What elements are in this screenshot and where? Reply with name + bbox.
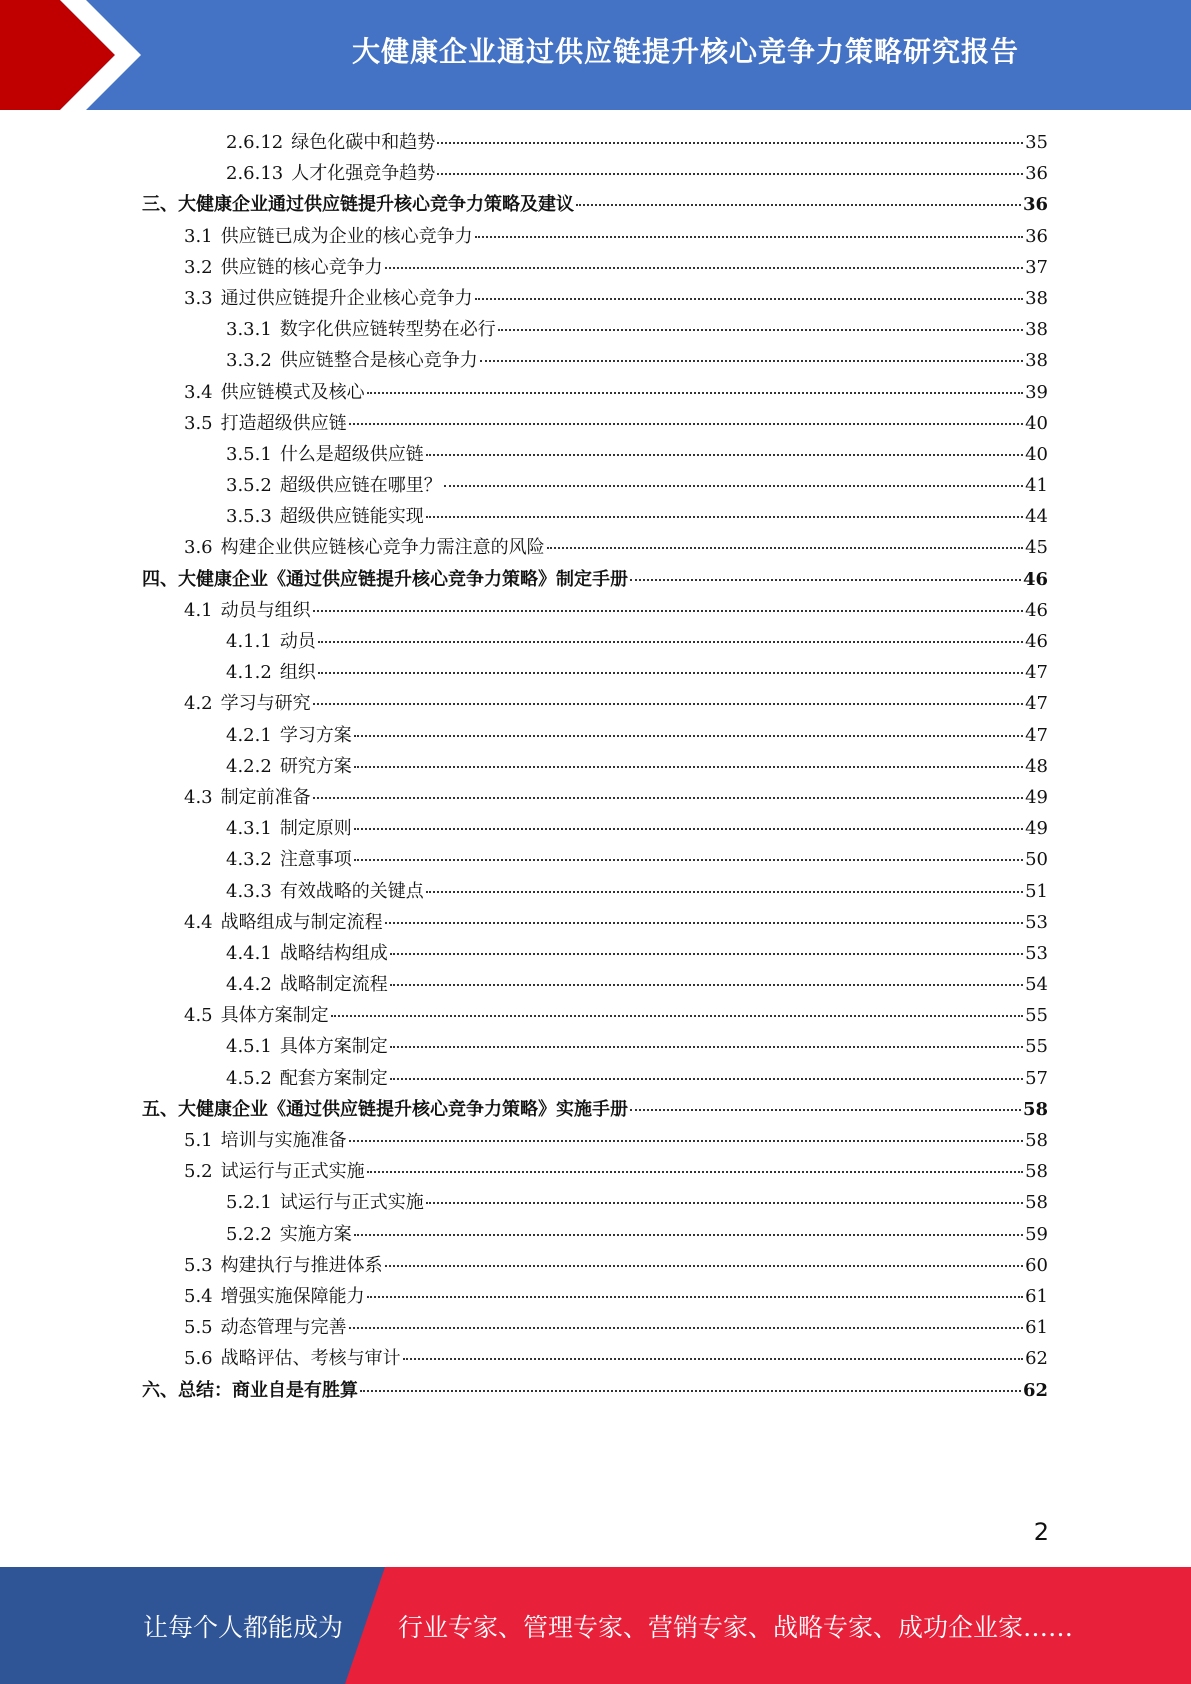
toc-entry-page: 47 — [1025, 662, 1048, 684]
page-number: 2 — [1033, 1518, 1049, 1546]
toc-entry-page: 39 — [1025, 381, 1048, 403]
toc-entry-page: 47 — [1025, 693, 1048, 715]
toc-entry-title: 数字化供应链转型势在必行 — [279, 319, 496, 341]
toc-entry-number: 3.6 — [184, 537, 213, 559]
toc-entry[interactable] — [142, 1376, 1048, 1407]
toc-entry-number: 4.5.2 — [226, 1067, 272, 1089]
toc-entry-number: 5.4 — [184, 1285, 213, 1307]
toc-entry[interactable] — [142, 471, 1048, 502]
toc-entry-title: 构建企业供应链核心竞争力需注意的风险 — [220, 537, 545, 559]
toc-entry-page: 46 — [1025, 631, 1048, 652]
toc-dot-leader — [367, 1296, 1023, 1298]
toc-entry-number: 4.4 — [184, 911, 213, 933]
toc-entry[interactable] — [142, 1157, 1048, 1188]
toc-dot-leader — [385, 1265, 1023, 1267]
toc-entry-page: 62 — [1025, 1348, 1048, 1370]
toc-entry-page: 48 — [1025, 755, 1048, 777]
toc-entry-page: 58 — [1022, 1098, 1048, 1120]
toc-entry[interactable] — [142, 1313, 1048, 1344]
toc-entry[interactable] — [142, 1220, 1048, 1251]
toc-entry-page: 58 — [1025, 1161, 1048, 1183]
toc-dot-leader — [313, 797, 1023, 799]
toc-entry-number: 4.3 — [184, 786, 213, 808]
toc-entry-number: 4.1.2 — [226, 662, 272, 684]
toc-entry-title: 五、大健康企业《通过供应链提升核心竞争力策略》实施手册 — [142, 1098, 628, 1120]
toc-entry[interactable] — [142, 502, 1048, 533]
toc-entry-title: 动员与组织 — [220, 599, 311, 621]
toc-entry-number: 3.1 — [184, 225, 213, 247]
toc-entry[interactable] — [142, 689, 1048, 720]
toc-entry-number: 3.5.2 — [226, 475, 272, 497]
toc-entry[interactable] — [142, 814, 1048, 845]
toc-entry-number: 4.4.2 — [226, 974, 272, 996]
toc-dot-leader — [480, 360, 1023, 362]
toc-entry-title: 什么是超级供应链 — [279, 443, 424, 465]
toc-entry-page: 49 — [1025, 818, 1048, 840]
toc-entry-number: 4.4.1 — [226, 942, 272, 964]
toc-entry-title: 供应链已成为企业的核心竞争力 — [220, 225, 473, 247]
toc-entry[interactable] — [142, 1251, 1048, 1282]
toc-entry[interactable] — [142, 440, 1048, 471]
toc-entry[interactable] — [142, 752, 1048, 783]
toc-entry-number: 3.4 — [184, 381, 213, 403]
toc-dot-leader — [426, 1202, 1023, 1204]
toc-entry[interactable] — [142, 284, 1048, 315]
toc-entry-title: 研究方案 — [279, 755, 352, 777]
toc-entry[interactable] — [142, 378, 1048, 409]
toc-dot-leader — [354, 1234, 1023, 1236]
toc-entry-page: 38 — [1025, 350, 1048, 372]
toc-dot-leader — [349, 423, 1023, 425]
toc-entry-page: 50 — [1025, 849, 1048, 871]
toc-entry-number: 3.3 — [184, 287, 213, 309]
toc-dot-leader — [547, 547, 1023, 549]
toc-dot-leader — [437, 173, 1023, 175]
toc-entry-number: 4.2 — [184, 693, 213, 715]
toc-dot-leader — [349, 1140, 1023, 1142]
toc-dot-leader — [360, 1390, 1021, 1392]
toc-dot-leader — [498, 329, 1023, 331]
report-title: 大健康企业通过供应链提升核心竞争力策略研究报告 — [351, 35, 1019, 68]
toc-entry-title: 四、大健康企业《通过供应链提升核心竞争力策略》制定手册 — [142, 568, 628, 590]
toc-entry[interactable] — [142, 658, 1048, 689]
toc-dot-leader — [354, 735, 1023, 737]
toc-entry[interactable] — [142, 409, 1048, 440]
toc-entry[interactable] — [142, 1126, 1048, 1157]
toc-entry-title: 试运行与正式实施 — [279, 1192, 424, 1214]
toc-entry-title: 学习方案 — [279, 724, 352, 746]
toc-entry-title: 人才化强竞争趋势 — [291, 163, 436, 185]
toc-entry-number: 5.2.2 — [226, 1223, 272, 1245]
toc-dot-leader — [426, 454, 1023, 456]
footer-slogan-right: 行业专家、管理专家、营销专家、战略专家、成功企业家…… — [398, 1612, 1074, 1642]
toc-entry-title: 增强实施保障能力 — [220, 1285, 365, 1307]
toc-entry-page: 59 — [1025, 1223, 1048, 1245]
toc-entry-title: 制定前准备 — [220, 786, 311, 808]
toc-entry-title: 战略结构组成 — [279, 942, 388, 964]
toc-entry[interactable] — [142, 970, 1048, 1001]
toc-entry[interactable] — [142, 315, 1048, 346]
toc-entry-page: 36 — [1025, 163, 1048, 185]
toc-entry-page: 35 — [1025, 132, 1048, 153]
toc-entry-title: 有效战略的关键点 — [279, 880, 424, 902]
toc-entry-page: 61 — [1025, 1285, 1048, 1307]
toc-entry-number: 5.2 — [184, 1161, 213, 1183]
toc-entry-page: 44 — [1025, 506, 1048, 528]
toc-entry-title: 三、大健康企业通过供应链提升核心竞争力策略及建议 — [142, 194, 574, 216]
toc-entry-title: 具体方案制定 — [279, 1036, 388, 1058]
toc-entry-number: 4.3.3 — [226, 880, 272, 902]
toc-entry-page: 41 — [1025, 475, 1048, 497]
toc-entry[interactable] — [142, 190, 1048, 221]
toc-entry-page: 38 — [1025, 287, 1048, 309]
toc-entry-page: 47 — [1025, 724, 1048, 746]
toc-entry[interactable] — [142, 845, 1048, 876]
toc-dot-leader — [426, 516, 1023, 518]
toc-entry-number: 3.5 — [184, 412, 213, 434]
toc-dot-leader — [475, 298, 1023, 300]
toc-entry-number: 3.3.1 — [226, 319, 272, 341]
toc-dot-leader — [349, 1327, 1023, 1329]
toc-entry-title: 动态管理与完善 — [220, 1317, 347, 1339]
toc-dot-leader — [385, 922, 1023, 924]
toc-entry[interactable] — [142, 877, 1048, 908]
toc-dot-leader — [318, 672, 1023, 674]
toc-entry-page: 37 — [1025, 256, 1048, 278]
toc-entry-title: 绿色化碳中和趋势 — [291, 132, 436, 153]
toc-entry-page: 40 — [1025, 443, 1048, 465]
toc-entry[interactable] — [142, 1001, 1048, 1032]
toc-entry-page: 40 — [1025, 412, 1048, 434]
toc-entry-number: 4.3.1 — [226, 818, 272, 840]
toc-entry-title: 超级供应链能实现 — [279, 506, 424, 528]
toc-entry[interactable] — [142, 908, 1048, 939]
toc-entry-title: 试运行与正式实施 — [220, 1161, 365, 1183]
toc-entry-number: 3.5.1 — [226, 443, 272, 465]
toc-dot-leader — [354, 828, 1023, 830]
toc-dot-leader — [437, 142, 1023, 144]
toc-dot-leader — [444, 485, 1023, 487]
toc-dot-leader — [354, 859, 1023, 861]
toc-entry[interactable] — [142, 721, 1048, 752]
toc-entry-number: 2.6.12 — [226, 132, 284, 153]
toc-dot-leader — [426, 891, 1023, 893]
toc-entry[interactable] — [142, 346, 1048, 377]
toc-entry-title: 战略制定流程 — [279, 974, 388, 996]
toc-entry-page: 36 — [1025, 225, 1048, 247]
toc-entry-title: 构建执行与推进体系 — [220, 1254, 383, 1276]
toc-entry-number: 5.2.1 — [226, 1192, 272, 1214]
toc-dot-leader — [403, 1358, 1023, 1360]
toc-entry-number: 3.3.2 — [226, 350, 272, 372]
toc-entry-page: 46 — [1025, 599, 1048, 621]
toc-dot-leader — [313, 703, 1023, 705]
toc-entry[interactable] — [142, 222, 1048, 253]
toc-entry[interactable] — [142, 783, 1048, 814]
toc-entry-title: 打造超级供应链 — [220, 412, 347, 434]
toc-entry[interactable] — [142, 159, 1048, 190]
toc-entry-number: 4.2.1 — [226, 724, 272, 746]
toc-entry-page: 45 — [1025, 537, 1048, 559]
toc-entry-page: 38 — [1025, 319, 1048, 341]
toc-dot-leader — [390, 1046, 1023, 1048]
toc-entry-page: 57 — [1025, 1067, 1048, 1089]
toc-dot-leader — [475, 236, 1023, 238]
table-of-contents — [142, 128, 1048, 1407]
toc-entry-number: 4.5.1 — [226, 1036, 272, 1058]
toc-entry-number: 4.1.1 — [226, 631, 272, 652]
toc-entry-number: 3.2 — [184, 256, 213, 278]
toc-entry-title: 战略评估、考核与审计 — [220, 1348, 401, 1370]
toc-entry-number: 3.5.3 — [226, 506, 272, 528]
toc-entry-title: 供应链的核心竞争力 — [220, 256, 383, 278]
toc-entry-page: 62 — [1022, 1379, 1048, 1401]
toc-entry-title: 注意事项 — [279, 849, 352, 871]
toc-entry-number: 5.1 — [184, 1130, 213, 1151]
toc-entry-page: 61 — [1025, 1317, 1048, 1339]
toc-dot-leader — [354, 766, 1023, 768]
toc-entry-page: 36 — [1022, 194, 1048, 216]
toc-entry[interactable] — [142, 565, 1048, 596]
toc-entry-title: 实施方案 — [279, 1223, 352, 1245]
toc-entry-title: 战略组成与制定流程 — [220, 911, 383, 933]
toc-entry-number: 4.5 — [184, 1005, 213, 1027]
toc-dot-leader — [331, 1015, 1023, 1017]
toc-dot-leader — [390, 1078, 1023, 1080]
toc-entry[interactable] — [142, 533, 1048, 564]
toc-entry-page: 49 — [1025, 786, 1048, 808]
toc-entry[interactable] — [142, 627, 1048, 658]
toc-entry-number: 5.6 — [184, 1348, 213, 1370]
toc-entry-title: 六、总结：商业自是有胜算 — [142, 1379, 358, 1401]
toc-entry[interactable] — [142, 128, 1048, 159]
toc-dot-leader — [367, 1171, 1023, 1173]
toc-entry-title: 动员 — [279, 631, 316, 652]
toc-entry[interactable] — [142, 1282, 1048, 1313]
toc-entry-title: 供应链模式及核心 — [220, 381, 365, 403]
toc-dot-leader — [318, 641, 1023, 643]
toc-entry-number: 4.2.2 — [226, 755, 272, 777]
toc-entry[interactable] — [142, 253, 1048, 284]
toc-entry-title: 通过供应链提升企业核心竞争力 — [220, 287, 473, 309]
toc-entry[interactable] — [142, 1344, 1048, 1375]
toc-entry-page: 53 — [1025, 911, 1048, 933]
toc-entry-page: 58 — [1025, 1130, 1048, 1151]
toc-dot-leader — [385, 267, 1023, 269]
page-footer — [0, 1567, 1191, 1684]
toc-entry-page: 55 — [1025, 1036, 1048, 1058]
toc-entry[interactable] — [142, 1032, 1048, 1063]
toc-entry[interactable] — [142, 939, 1048, 970]
toc-entry-page: 51 — [1025, 880, 1048, 902]
toc-entry-title: 配套方案制定 — [279, 1067, 388, 1089]
toc-entry[interactable] — [142, 1188, 1048, 1219]
toc-entry-page: 46 — [1022, 568, 1048, 590]
toc-entry-page: 54 — [1025, 974, 1048, 996]
toc-entry-title: 学习与研究 — [220, 693, 311, 715]
toc-entry-number: 4.1 — [184, 599, 213, 621]
toc-dot-leader — [630, 1109, 1021, 1111]
toc-entry[interactable] — [142, 1064, 1048, 1095]
footer-slogan-left: 让每个人都能成为 — [143, 1612, 344, 1642]
toc-entry-title: 具体方案制定 — [220, 1005, 329, 1027]
toc-entry-page: 55 — [1025, 1005, 1048, 1027]
toc-dot-leader — [390, 984, 1023, 986]
toc-entry-page: 58 — [1025, 1192, 1048, 1214]
toc-entry-title: 培训与实施准备 — [220, 1130, 347, 1151]
toc-entry-page: 53 — [1025, 942, 1048, 964]
red-chevron-decoration — [0, 0, 150, 110]
toc-dot-leader — [390, 953, 1023, 955]
toc-entry-title: 超级供应链在哪里？ — [279, 475, 442, 497]
toc-entry[interactable] — [142, 596, 1048, 627]
toc-entry-number: 2.6.13 — [226, 163, 284, 185]
toc-entry-title: 组织 — [279, 662, 316, 684]
toc-dot-leader — [313, 610, 1023, 612]
toc-dot-leader — [367, 392, 1023, 394]
toc-entry-title: 制定原则 — [279, 818, 352, 840]
toc-entry-number: 5.3 — [184, 1254, 213, 1276]
page-header — [0, 0, 1191, 110]
toc-dot-leader — [576, 204, 1021, 206]
toc-entry-page: 60 — [1025, 1254, 1048, 1276]
toc-entry[interactable] — [142, 1095, 1048, 1126]
toc-entry-number: 5.5 — [184, 1317, 213, 1339]
toc-dot-leader — [630, 579, 1021, 581]
toc-entry-number: 4.3.2 — [226, 849, 272, 871]
toc-entry-title: 供应链整合是核心竞争力 — [279, 350, 478, 372]
